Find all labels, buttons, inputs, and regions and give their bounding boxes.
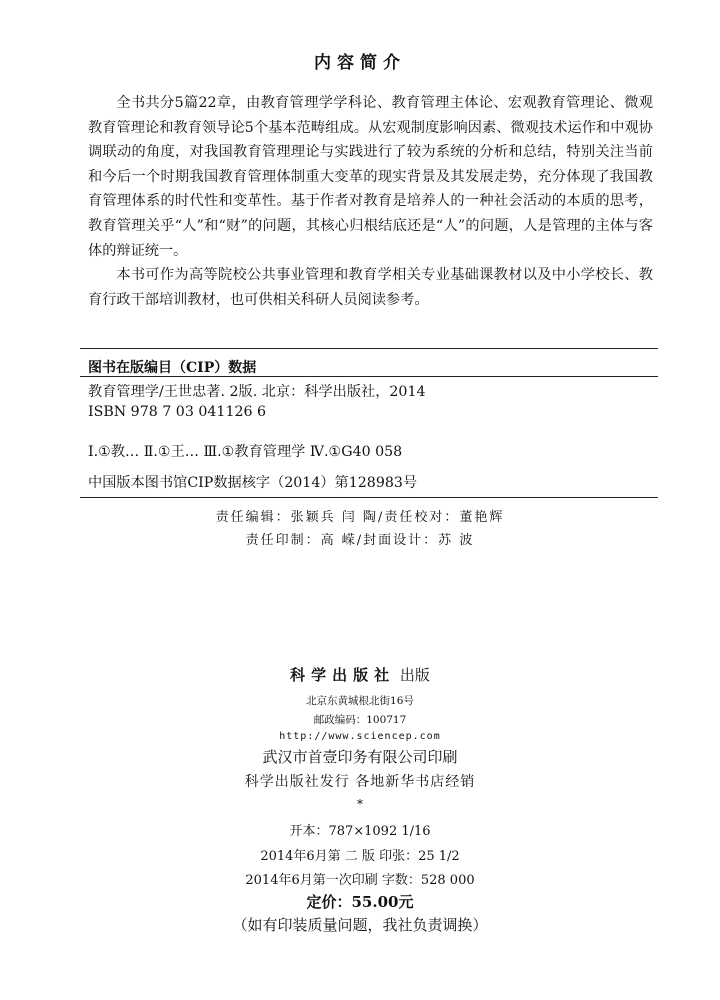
publisher-line <box>0 664 720 685</box>
publisher-suffix: 出版 <box>399 666 430 684</box>
publisher-name: 科学出版社 <box>290 666 396 684</box>
cip-verification-number: 中国版本图书馆CIP数据核字（2014）第128983号 <box>88 475 418 491</box>
publisher-postcode: 邮政编码：100717 <box>313 714 407 726</box>
book-introduction <box>88 91 653 312</box>
format-line: 开本：787×1092 1/16 <box>289 824 431 839</box>
cip-top-divider <box>80 348 658 349</box>
cip-heading: 图书在版编目（CIP）数据 <box>88 360 257 376</box>
cip-heading-divider <box>80 376 658 377</box>
cip-title-line: 教育管理学/王世忠著. 2版. 北京：科学出版社，2014 <box>88 384 426 400</box>
separator-star: * <box>357 797 363 811</box>
price-line: 定价：55.00元 <box>306 893 414 911</box>
publisher-website: http://www.sciencep.com <box>279 731 441 742</box>
edition-line: 2014年6月第 二 版 印张：25 1/2 <box>260 849 460 864</box>
intro-paragraph-2: 本书可作为高等院校公共事业管理和教育学相关专业基础课教材以及中小学校长、教育行政干部培训教材，也可供相关科研人员阅读参考。 <box>88 267 653 308</box>
publisher-address: 北京东黄城根北街16号 <box>306 695 414 707</box>
impression-line: 2014年6月第一次印刷 字数：528 000 <box>245 873 475 888</box>
page-title: 内容简介 <box>314 53 406 73</box>
cip-classification: Ⅰ.①教… Ⅱ.①王… Ⅲ.①教育管理学 Ⅳ.①G40 058 <box>88 444 403 460</box>
printer-line: 武汉市首壹印务有限公司印刷 <box>262 748 458 766</box>
quality-note: （如有印装质量问题，我社负责调换） <box>232 916 488 934</box>
cip-isbn: ISBN 978 7 03 041126 6 <box>88 404 267 420</box>
intro-paragraph-1: 全书共分5篇22章，由教育管理学学科论、教育管理主体论、宏观教育管理论、微观教育管理论和教育领导论5个基本范畴组成。从宏观制度影响因素、微观技术运作和中观协调联动的角度，对我国教育管理理论与实践进行了较为系统的分析和总结，特别关注当前和今后一个时期我国教育管理体制重大变革的现实背景及其发展走势，充分体现了我国教育管理体系的时代性和变革性。基于作者对教育是培养人的一种社会活动的本质的思考，教育管理关乎“人”和“财”的问题，其核心归根结底还是“人”的问题，人是管理的主体与客体的辩证统一。 <box>88 95 653 259</box>
editor-credits: 责任编辑：张颖兵 闫 陶/责任校对：董艳辉 <box>215 510 505 525</box>
distribution-line: 科学出版社发行 各地新华书店经销 <box>244 774 476 790</box>
production-credits: 责任印制：高 嵘/封面设计：苏 波 <box>245 533 475 548</box>
cip-bottom-divider <box>80 497 658 498</box>
